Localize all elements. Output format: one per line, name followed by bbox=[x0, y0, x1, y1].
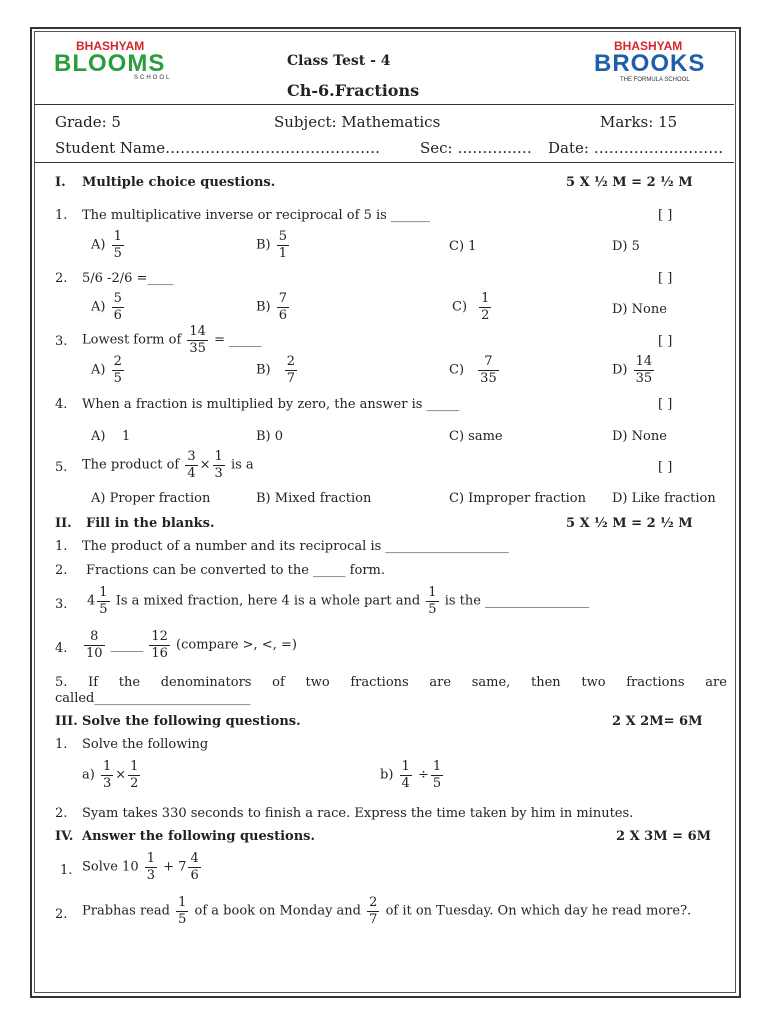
question-text: of it on Tuesday. On which day he read more?. bbox=[385, 903, 692, 919]
section2-title: Fill in the blanks. bbox=[86, 516, 215, 531]
fraction: $\frac{2}{7}$ bbox=[369, 895, 378, 927]
section3-number: III. bbox=[55, 714, 78, 729]
fill-4-text bbox=[82, 630, 297, 660]
part-label: b) bbox=[380, 767, 394, 783]
word: of bbox=[272, 675, 285, 690]
grade-label: Grade: 5 bbox=[55, 113, 121, 131]
section4-marks: 2 X 3M = 6M bbox=[616, 829, 711, 844]
whole-number: 4 bbox=[87, 593, 96, 609]
option-letter: B) bbox=[256, 362, 271, 378]
fraction: $\frac{7}{35}$ bbox=[480, 354, 497, 386]
blooms-logo bbox=[54, 38, 178, 84]
mcq-3-text bbox=[82, 325, 262, 355]
fraction: $\frac{3}{4}$ bbox=[187, 449, 196, 481]
fraction: $\frac{1}{2}$ bbox=[130, 759, 139, 791]
answer-bracket: [ ] bbox=[658, 208, 673, 223]
fraction: $\frac{1}{2}$ bbox=[481, 291, 490, 323]
question-text: is a bbox=[230, 457, 254, 473]
mcq-1-option-c: C) 1 bbox=[449, 239, 477, 254]
word: fractions bbox=[626, 675, 685, 690]
fraction: $\frac{1}{5}$ bbox=[432, 759, 442, 791]
mcq-2-option-d: D) None bbox=[612, 302, 667, 317]
answer-1-text bbox=[82, 852, 203, 882]
fraction: $\frac{2}{7}$ bbox=[286, 354, 296, 386]
mcq-2-text: 5/6 -2/6 =____ bbox=[82, 271, 174, 286]
word: same, bbox=[471, 675, 511, 690]
header-divider bbox=[34, 104, 734, 105]
word: If bbox=[88, 675, 99, 690]
word: the bbox=[118, 675, 141, 690]
fraction: $\frac{14}{35}$ bbox=[635, 354, 653, 386]
student-name-field: Student Name……………………………………. bbox=[55, 139, 380, 157]
multiply-sign: × bbox=[199, 457, 211, 473]
question-text: Prabhas read bbox=[82, 903, 170, 919]
answer-bracket: [ ] bbox=[658, 334, 673, 349]
question-text: Is a mixed fraction, here 4 is a whole part and bbox=[115, 593, 421, 609]
subject-label: Subject: Mathematics bbox=[274, 113, 441, 131]
mcq-4-option-b: B) 0 bbox=[256, 429, 284, 444]
mcq-4-option-d: D) None bbox=[612, 429, 667, 444]
question-text: Lowest form of bbox=[82, 332, 182, 348]
fraction: $\frac{12}{16}$ bbox=[151, 629, 168, 661]
section1-number: I. bbox=[55, 175, 66, 190]
mcq-4-option-c: C) same bbox=[449, 429, 503, 444]
plus-sign: + 7 bbox=[163, 859, 187, 875]
question-text: (compare >, <, =) bbox=[176, 637, 297, 653]
solve-1-text: Solve the following bbox=[82, 737, 209, 752]
fraction: $\frac{14}{35}$ bbox=[189, 324, 206, 356]
solve-1b bbox=[380, 760, 445, 790]
option-letter: A) bbox=[91, 299, 106, 315]
mcq-4-number: 4. bbox=[55, 397, 68, 412]
section3-title: Solve the following questions. bbox=[82, 714, 301, 729]
fraction: $\frac{1}{3}$ bbox=[146, 851, 156, 883]
answer-2-text bbox=[82, 896, 691, 926]
mcq-1-text: The multiplicative inverse or reciprocal of 5 is ______ bbox=[82, 208, 430, 223]
section2-marks: 5 X ½ M = 2 ½ M bbox=[566, 516, 693, 531]
fraction: $\frac{1}{5}$ bbox=[178, 895, 187, 927]
option-letter: C) bbox=[449, 362, 465, 378]
brooks-logo-sub: THE FORMULA SCHOOL bbox=[620, 77, 690, 83]
answer-bracket: [ ] bbox=[658, 397, 673, 412]
answer-blank: _____ bbox=[110, 637, 144, 653]
fraction: $\frac{8}{10}$ bbox=[86, 629, 103, 661]
section4-number: IV. bbox=[55, 829, 74, 844]
option-letter: A) bbox=[91, 362, 106, 378]
mcq-4-text: When a fraction is multiplied by zero, the answer is _____ bbox=[82, 397, 460, 412]
section3-marks: 2 X 2M= 6M bbox=[612, 714, 703, 729]
mcq-1-number: 1. bbox=[55, 208, 68, 223]
fraction: $\frac{4}{6}$ bbox=[190, 851, 199, 883]
answer-bracket: [ ] bbox=[658, 271, 673, 286]
section1-marks: 5 X ½ M = 2 ½ M bbox=[566, 175, 693, 190]
fraction: $\frac{1}{5}$ bbox=[99, 585, 108, 617]
option-letter: B) bbox=[256, 237, 271, 253]
option-letter: A) bbox=[91, 237, 106, 253]
fraction: $\frac{7}{6}$ bbox=[278, 291, 288, 323]
mcq-5-option-c: C) Improper fraction bbox=[449, 491, 586, 506]
test-title: Class Test - 4 bbox=[287, 53, 391, 69]
blooms-logo-sub: SCHOOL bbox=[134, 75, 172, 81]
mcq-1-option-b bbox=[256, 230, 291, 260]
word: two bbox=[305, 675, 330, 690]
fill-2-text: Fractions can be converted to the _____ form. bbox=[86, 563, 385, 578]
fraction: $\frac{5}{1}$ bbox=[278, 229, 288, 261]
section-field: Sec: ………..…. bbox=[420, 139, 532, 157]
fraction: $\frac{5}{6}$ bbox=[113, 291, 122, 323]
blooms-logo-brand: BHASHYAM bbox=[76, 39, 145, 53]
mcq-5-number: 5. bbox=[55, 460, 68, 475]
answer-2-number: 2. bbox=[55, 907, 68, 922]
section2-number: II. bbox=[55, 516, 72, 531]
brooks-logo-name: BROOKS bbox=[594, 50, 706, 77]
mcq-5-option-d: D) Like fraction bbox=[612, 491, 716, 506]
brooks-logo bbox=[594, 38, 719, 84]
mcq-2-option-b bbox=[256, 292, 291, 322]
mcq-4-option-a: A) 1 bbox=[91, 429, 131, 444]
section1-title: Multiple choice questions. bbox=[82, 175, 276, 190]
mcq-5-option-b: B) Mixed fraction bbox=[256, 491, 372, 506]
info-divider bbox=[34, 162, 734, 163]
fill-1-text: The product of a number and its reciprocal is ___________________ bbox=[82, 539, 509, 554]
mcq-2-option-a bbox=[91, 292, 126, 322]
divide-sign: ÷ bbox=[417, 767, 429, 783]
mcq-2-number: 2. bbox=[55, 271, 68, 286]
word: are bbox=[705, 675, 727, 690]
option-letter: D) bbox=[612, 362, 628, 378]
word: are bbox=[429, 675, 452, 690]
fill-4-number: 4. bbox=[55, 641, 68, 656]
mcq-3-option-a bbox=[91, 355, 126, 385]
word: then bbox=[531, 675, 561, 690]
question-text: The product of bbox=[82, 457, 180, 473]
solve-1a bbox=[82, 760, 142, 790]
fraction: $\frac{1}{5}$ bbox=[113, 229, 122, 261]
brooks-logo-brand: BHASHYAM bbox=[614, 39, 683, 53]
mcq-2-option-c bbox=[452, 292, 493, 322]
blooms-logo-name: BLOOMS bbox=[54, 50, 166, 77]
part-label: a) bbox=[82, 767, 95, 783]
solve-2-number: 2. bbox=[55, 806, 68, 821]
question-text: = _____ bbox=[214, 332, 262, 348]
fraction: $\frac{1}{5}$ bbox=[428, 585, 437, 617]
fraction: $\frac{1}{3}$ bbox=[102, 759, 112, 791]
fill-3-number: 3. bbox=[55, 597, 68, 612]
fraction: $\frac{1}{4}$ bbox=[401, 759, 410, 791]
marks-label: Marks: 15 bbox=[600, 113, 678, 131]
fraction: $\frac{2}{5}$ bbox=[113, 354, 122, 386]
question-text: of a book on Monday and bbox=[194, 903, 361, 919]
word: two bbox=[581, 675, 606, 690]
fill-2-number: 2. bbox=[55, 563, 68, 578]
fill-3-text bbox=[87, 586, 589, 616]
date-field: Date: ……………..……… bbox=[548, 139, 724, 157]
mcq-3-number: 3. bbox=[55, 334, 68, 349]
answer-bracket: [ ] bbox=[658, 460, 673, 475]
answer-1-number: 1. bbox=[60, 863, 73, 878]
word: denominators bbox=[160, 675, 252, 690]
question-text: Solve 10 bbox=[82, 859, 139, 875]
mcq-5-option-a: A) Proper fraction bbox=[91, 491, 211, 506]
fill-5-number: 5. bbox=[55, 675, 68, 690]
section4-title: Answer the following questions. bbox=[82, 829, 315, 844]
mcq-5-text bbox=[82, 450, 254, 480]
question-text: is the ________________ bbox=[444, 593, 590, 609]
word: fractions bbox=[350, 675, 409, 690]
mcq-3-option-d bbox=[612, 355, 656, 385]
fill-5-line1 bbox=[55, 675, 727, 690]
solve-2-text: Syam takes 330 seconds to finish a race. Express the time taken by him in minutes. bbox=[82, 806, 634, 821]
mcq-1-option-a bbox=[91, 230, 126, 260]
mcq-3-option-b bbox=[256, 355, 299, 385]
option-letter: C) bbox=[452, 299, 468, 315]
fill-5-line2: called________________________ bbox=[55, 691, 251, 706]
solve-1-number: 1. bbox=[55, 737, 68, 752]
mcq-1-option-d: D) 5 bbox=[612, 239, 640, 254]
fill-1-number: 1. bbox=[55, 539, 68, 554]
multiply-sign: × bbox=[115, 767, 127, 783]
option-letter: B) bbox=[256, 299, 271, 315]
fraction: $\frac{1}{3}$ bbox=[214, 449, 223, 481]
chapter-title: Ch-6.Fractions bbox=[287, 81, 420, 100]
mcq-3-option-c bbox=[449, 355, 501, 385]
